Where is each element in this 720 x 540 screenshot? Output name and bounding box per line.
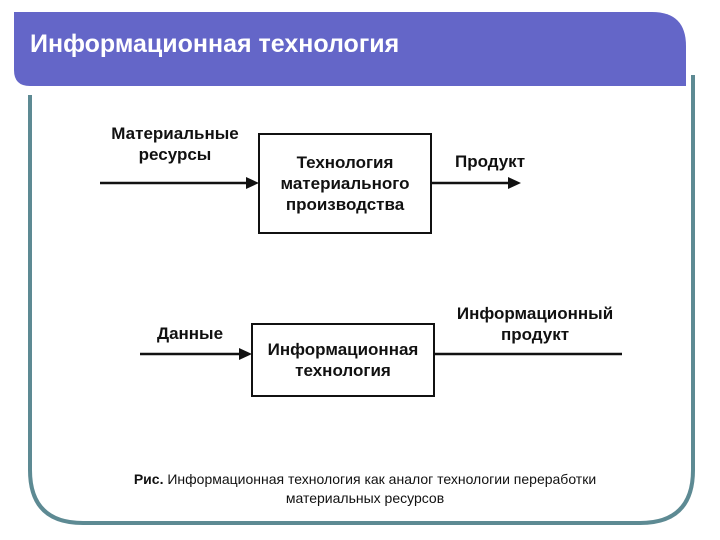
- figure-caption: [60, 470, 670, 508]
- output-label-information-product: Информационный продукт: [456, 304, 614, 344]
- output-label-product: Продукт: [454, 152, 526, 171]
- arrow-top-output-head: [508, 177, 521, 189]
- caption-text: Информационная технология как аналог технологии переработки материальных ресурсов: [167, 471, 597, 506]
- slide-title: Информационная технология: [30, 30, 400, 58]
- process-label-material-production: Технология материального производства: [280, 153, 410, 214]
- input-label-material: Материальные ресурсы: [111, 124, 239, 164]
- process-box-information-technology: [251, 323, 435, 397]
- input-label-data: Данные: [156, 324, 224, 343]
- process-label-information-technology: Информационная технология: [267, 340, 419, 380]
- caption-prefix: Рис.: [133, 471, 164, 487]
- process-box-material-production: [258, 133, 432, 234]
